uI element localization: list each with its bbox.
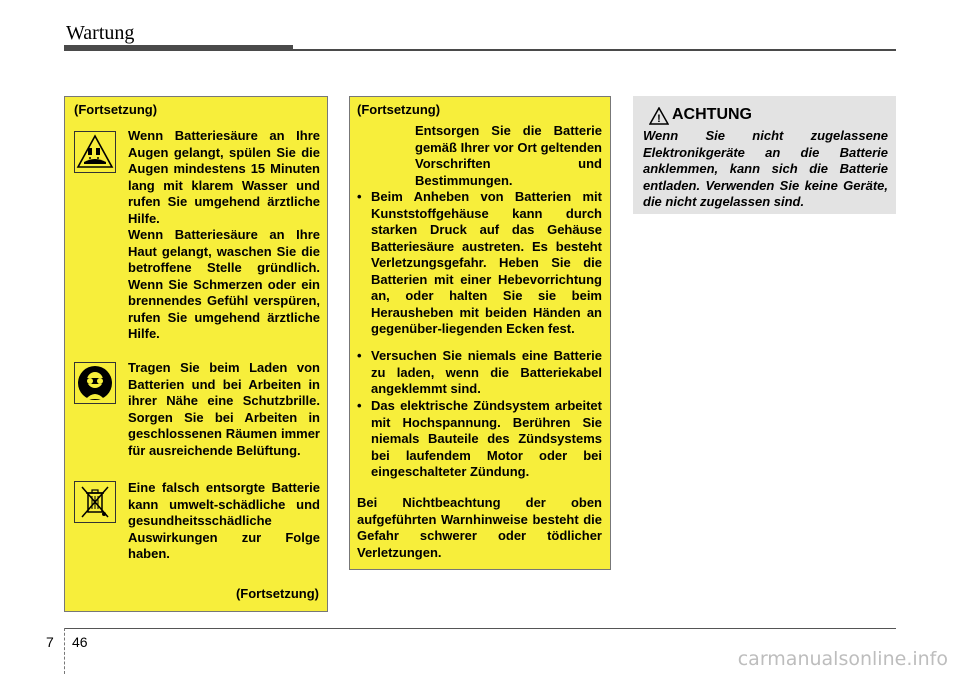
goggles-text: Tragen Sie beim Laden von Batterien und bei Arbeiten in ihrer Nähe eine Schutzbrille. Sorgen Sie bei Arbeiten in geschlossenen Räumen immer für ausreichende Belüftung. [128,360,320,458]
middle-box-heading: (Fortsetzung) [357,102,441,117]
warning-triangle-icon [649,107,669,125]
bullet: • [357,189,362,204]
page-number: 46 [72,634,88,650]
watermark: carmanualsonline.info [737,648,948,670]
bullet-charging-text: Versuchen Sie niemals eine Batterie zu laden, wenn die Batteriekabel angeklemmt sind. [371,348,602,396]
bullet-ignition-text: Das elektrische Zündsystem arbeitet mit Hochspannung. Berühren Sie niemals Bauteile des Zündsystems bei laufendem Motor oder bei eingeschalteter Zündung. [371,398,602,479]
acid-skin-text: Wenn Batteriesäure an Ihre Haut gelangt, waschen Sie die betroffene Stelle gründlich. Wenn Sie Schmerzen oder ein brennendes Gefühl verspüren, rufen Sie umgehend ärztliche Hilfe. [128,227,320,341]
footer-rule [64,628,896,629]
header-rule-thick [64,45,293,51]
bullet-lifting-text: Beim Anheben von Batterien mit Kunststoffgehäuse kann durch starken Druck auf das Gehäuse Batteriesäure austreten. Es besteht Verletzungsgefahr. Heben Sie die Batterien mit einer Hebevorrichtung an, oder halten Sie sie beim Herausheben mit beiden Händen an gegenüber-liegenden Ecken fest. [371,189,602,336]
caution-text: Wenn Sie nicht zugelassene Elektronikgeräte an die Batterie anklemmen, kann sich die Batterie entladen. Verwenden Sie keine Geräte, die nicht zugelassen sind. [643,128,888,209]
svg-text:!: ! [657,113,661,125]
bullet: • [357,398,362,413]
crossed-bin-icon [74,481,116,523]
chapter-number: 7 [46,634,54,650]
footer-divider [64,628,65,674]
acid-icon [74,131,116,173]
left-box-continuation: (Fortsetzung) [235,586,319,601]
list-item [357,398,602,481]
left-box-heading: (Fortsetzung) [74,102,158,117]
goggles-icon [74,362,116,404]
disposal-rules-text: Entsorgen Sie die Batterie gemäß Ihrer vor Ort geltenden Vorschriften und Bestimmungen. [415,123,602,188]
list-item [357,348,602,398]
bullet: • [357,348,362,363]
caution-title: ACHTUNG [672,106,752,123]
disposal-text: Eine falsch entsorgte Batterie kann umwelt-schädliche und gesundheitsschädliche Auswirkungen zur Folge haben. [128,480,320,561]
closing-warning-text: Bei Nichtbeachtung der oben aufgeführten Warnhinweise besteht die Gefahr schwerer oder tödlicher Verletzungen. [357,495,602,560]
header-rule-thin [293,49,896,51]
list-item [357,189,602,338]
acid-eyes-text: Wenn Batteriesäure an Ihre Augen gelangt, spülen Sie die Augen mindestens 15 Minuten lang mit klarem Wasser und rufen Sie umgehend ärztliche Hilfe. [128,128,320,226]
section-title: Wartung [66,22,135,44]
